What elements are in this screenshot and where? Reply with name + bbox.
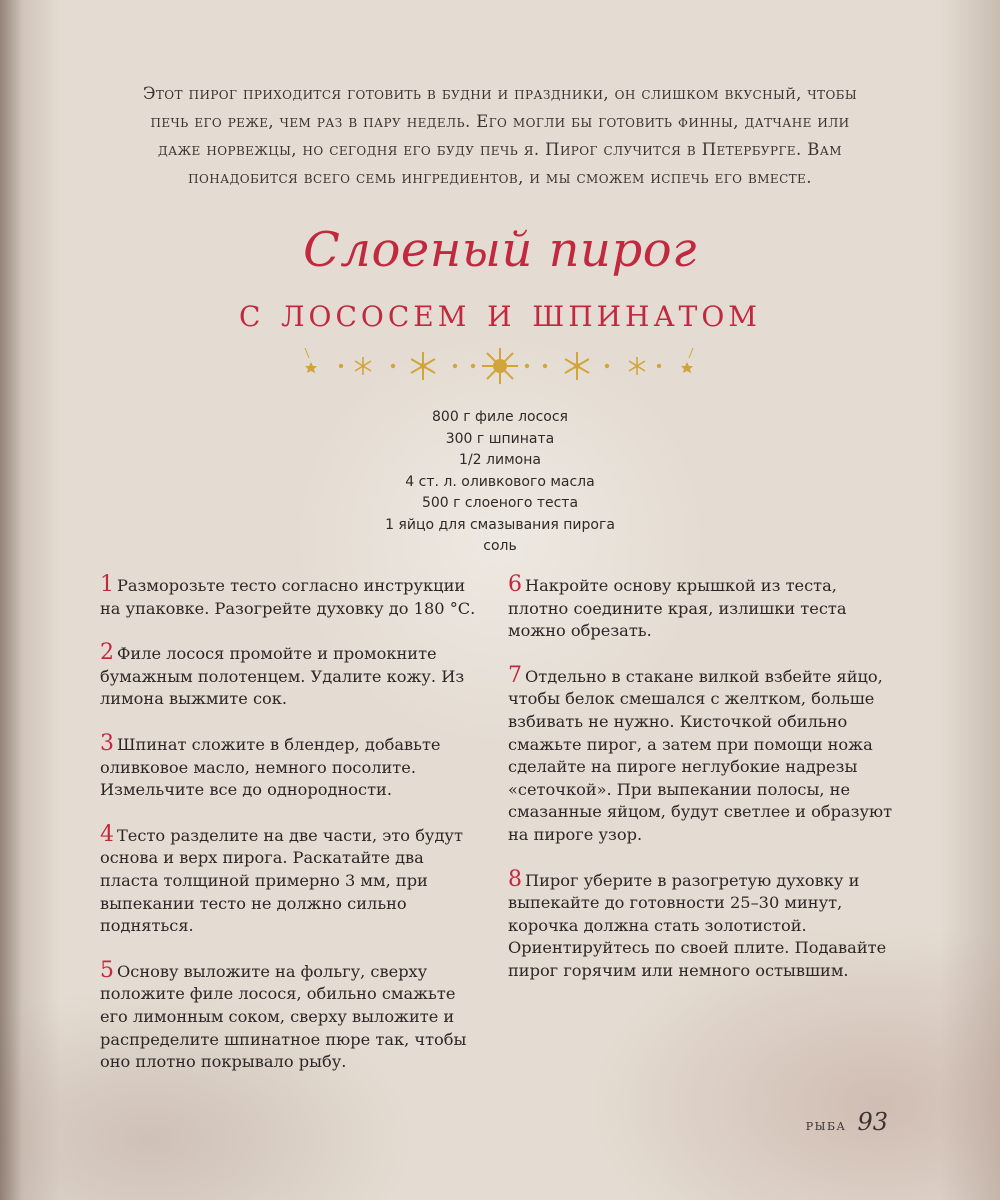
step-number: 7 [508,662,522,688]
step-number: 5 [100,957,114,983]
ingredient-item: 800 г филе лосося [432,409,568,425]
steps-right-column [508,574,893,1005]
recipe-step [100,574,485,620]
recipe-step [100,957,485,1074]
recipe-step [508,574,893,643]
step-text: Пирог уберите в разогретую духовку и выпекайте до готовности 25–30 минут, корочка должна стать золотистой. Ориентируйтесь по своей плите. Подавайте пирог горячим или немного остывшим. [508,870,887,980]
star-icon [305,348,317,373]
page-footer [806,1108,888,1136]
step-number: 8 [508,866,522,892]
section-name: рыба [805,1115,847,1134]
recipe-step [100,642,485,711]
steps-left-column [100,574,485,1096]
sun-icon [482,348,518,384]
ingredient-item: 1/2 лимона [459,452,541,468]
ingredient-item: 300 г шпината [445,430,555,447]
intro-paragraph: Этот пирог приходится готовить в будни и праздники, он слишком вкусный, чтобы печь его реже, чем раз в пару недель. Его могли бы готовить финны, датчане или даже норвежцы, но сегодня его буду печь я. Пирог случится в Петербурге. Вам понадобится всего семь ингредиентов, и мы сможем испечь его вместе. [142,84,858,187]
recipe-subtitle: с лососем и шпинатом [239,290,761,336]
step-text: Отдельно в стакане вилкой взбейте яйцо, чтобы белок смешался с желтком, больше взбивать не нужно. Кисточкой обильно смажьте пирог, а затем при помощи ножа сделайте на пироге неглубокие надрезы «сеточкой». При выпекании полосы, не смазанные яйцом, будут светлее и образуют на пироге узор. [508,666,893,844]
step-number: 2 [100,640,114,666]
step-number: 3 [100,730,114,756]
snowflake-icon [355,357,371,375]
ingredient-item: соль [483,538,517,554]
snowflake-icon [411,352,435,380]
step-number: 4 [100,821,114,847]
ingredient-item: 500 г слоеного теста [421,495,579,511]
recipe-step [508,662,893,847]
ingredient-item: 1 яйцо для смазывания пирога [385,516,615,533]
page-number: 93 [857,1108,888,1136]
ingredients-list [300,407,700,558]
step-text: Филе лосося промойте и промокните бумажным полотенцем. Удалите кожу. Из лимона выжмите сок. [100,644,465,709]
recipe-step [100,730,485,802]
recipe-step [100,821,485,938]
step-text: Разморозьте тесто согласно инструкции на упаковке. Разогрейте духовку до 180 °С. [100,576,476,618]
decorative-ornament [295,342,705,386]
step-number: 1 [100,572,114,597]
step-text: Накройте основу крышкой из теста, плотно соедините края, излишки теста можно обрезать. [508,576,847,641]
snowflake-icon [629,357,645,375]
snowflake-icon [565,352,589,380]
ingredient-item: 4 ст. л. оливкового масла [405,473,595,490]
step-text: Шпинат сложите в блендер, добавьте оливковое масло, немного посолите. Измельчите все до однородности. [100,734,441,800]
step-text: Тесто разделите на две части, это будут основа и верх пирога. Раскатайте два пласта толщиной примерно 3 мм, при выпекании тесто не должно сильно подняться. [100,825,463,936]
book-spine-shadow [0,0,22,1200]
step-text: Основу выложите на фольгу, сверху положите филе лосося, обильно смажьте его лимонным соком, сверху выложите и распределите шпинатное пюре так, чтобы оно плотно покрывало рыбу. [100,961,467,1072]
step-number: 6 [508,572,522,597]
recipe-title: Слоеный пирог [303,222,697,278]
recipe-step [508,866,893,983]
star-icon [681,348,693,373]
